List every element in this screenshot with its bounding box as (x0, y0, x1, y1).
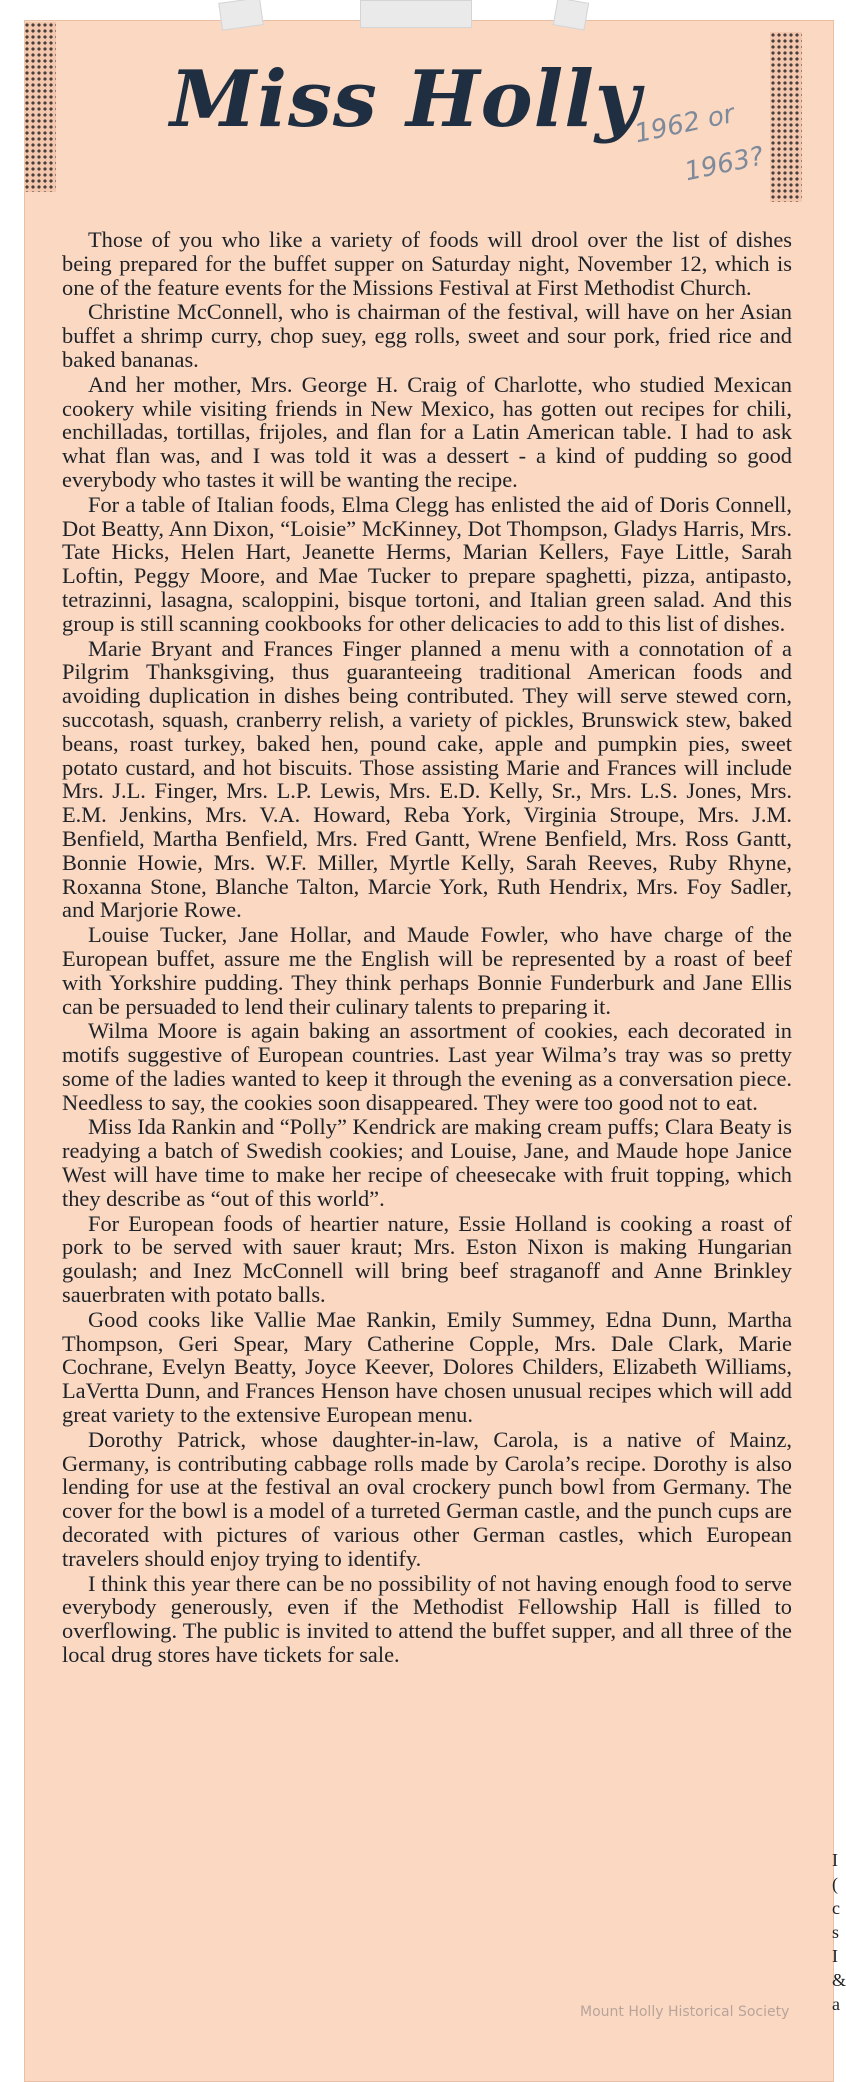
paragraph: And her mother, Mrs. George H. Craig of Charlotte, who studied Mexican cookery while visiting friends in New Mexico, has gotten out recipes for chili, enchilladas, tortillas, frijoles, and flan for a Latin American table. I had to ask what flan was, and I was told it was a dessert - a kind of pudding so good everybody who tastes it will be wanting the recipe. (62, 371, 792, 492)
paragraph: For European foods of heartier nature, Essie Holland is cooking a roast of pork to be served with sauer kraut; Mrs. Eston Nixon is making Hungarian goulash; and Inez McConnell will bring beef straganoff and Anne Brinkley sauerbraten with potato balls. (62, 1210, 792, 1308)
margin-char: & (832, 1970, 846, 1990)
paragraph: Wilma Moore is again baking an assortment of cookies, each decorated in motifs suggestive of European countries. Last year Wilma’s tray was so pretty some of the ladies wanted to keep it through the evening as a conversation piece. Needless to say, the cookies soon disappeared. They were too good not to eat. (62, 1018, 792, 1115)
paragraph: Miss Ida Rankin and “Polly” Kendrick are making cream puffs; Clara Beaty is readying a batch of Swedish cookies; and Louise, Jane, and Maude hope Janice West will have time to make her recipe of cheesecake with fruit topping, which they describe as “out of this world”. (62, 1114, 792, 1211)
article-body (62, 228, 792, 1668)
paragraph: For a table of Italian foods, Elma Clegg has enlisted the aid of Doris Connell, Dot Beatty, Ann Dixon, “Loisie” McKinney, Dot Thompson, Gladys Harris, Mrs. Tate Hicks, Helen Hart, Jeanette Herms, Marian Kellers, Faye Little, Sarah Loftin, Peggy Moore, and Mae Tucker to prepare spaghetti, pizza, antipasto, tetrazinni, lasagna, scaloppini, bisque tortoni, and Italian green salad. And this group is still scanning cookbooks for other delicacies to add to this list of dishes. (62, 491, 792, 636)
handwritten-date-note-2: 1963? (682, 141, 767, 188)
paragraph: I think this year there can be no possibility of not having enough food to serve everybody generously, even if the Methodist Fellowship Hall is filled to overflowing. The public is invited to attend the buffet supper, and all three of the local drug stores have tickets for sale. (62, 1570, 792, 1668)
adjacent-column-fragment (832, 1848, 846, 2016)
tape-strip (553, 0, 589, 31)
margin-char: I (832, 1850, 838, 1870)
paragraph: Good cooks like Vallie Mae Rankin, Emily Summey, Edna Dunn, Martha Thompson, Geri Spear, Mary Catherine Copple, Mrs. Dale Clark, Marie Cochrane, Evelyn Beatty, Joyce Keever, Dolores Childers, Elizabeth Williams, LaVertta Dunn, and Frances Henson have chosen unusual recipes which will add great variety to the extensive European menu. (62, 1306, 792, 1428)
column-title: Miss Holly (170, 54, 642, 145)
handwritten-date-note: 1962 or (632, 98, 738, 150)
paragraph: Dorothy Patrick, whose daughter-in-law, Carola, is a native of Mainz, Germany, is contributing cabbage rolls made by Carola’s recipe. Dorothy is also lending for use at the festival an oval crockery punch bowl from Germany. The cover for the bowl is a model of a turreted German castle, and the punch cups are decorated with pictures of various other German castles, which European travelers should enjoy trying to identify. (62, 1426, 792, 1571)
paragraph: Marie Bryant and Frances Finger planned a menu with a connotation of a Pilgrim Thanksgiving, thus guaranteeing traditional American foods and avoiding duplication in dishes being contributed. They will serve stewed corn, succotash, squash, cranberry relish, a variety of pickles, Brunswick stew, baked beans, roast turkey, baked hen, pound cake, apple and pumpkin pies, sweet potato custard, and hot biscuits. Those assisting Marie and Frances will include Mrs. J.L. Finger, Mrs. L.P. Lewis, Mrs. E.D. Kelly, Sr., Mrs. L.S. Jones, Mrs. E.M. Jenkins, Mrs. V.A. Howard, Reba York, Virginia Stroupe, Mrs. J.M. Benfield, Martha Benfield, Mrs. Fred Gantt, Wrene Benfield, Mrs. Ross Gantt, Bonnie Howie, Mrs. W.F. Miller, Myrtle Kelly, Sarah Reeves, Ruby Rhyne, Roxanna Stone, Blanche Talton, Marcie York, Ruth Hendrix, Mrs. Foy Sadler, and Marjorie Rowe. (62, 635, 792, 923)
watermark: Mount Holly Historical Society (580, 2004, 790, 2020)
margin-char: ( (832, 1874, 838, 1894)
tape-strip (360, 0, 472, 28)
paragraph: Louise Tucker, Jane Hollar, and Maude Fowler, who have charge of the European buffet, assure me the English will be represented by a roast of beef with Yorkshire pudding. They think perhaps Bonnie Funderburk and Jane Ellis can be persuaded to lend their culinary talents to preparing it. (62, 922, 792, 1019)
halftone-border-left (24, 22, 56, 192)
margin-char: s (832, 1922, 840, 1942)
margin-char: I (832, 1946, 838, 1966)
paragraph: Christine McConnell, who is chairman of the festival, will have on her Asian buffet a shrimp curry, chop suey, egg rolls, sweet and sour pork, fried rice and baked bananas. (62, 299, 792, 372)
halftone-border-right (770, 32, 802, 202)
margin-char: a (832, 1994, 840, 2014)
margin-char: c (832, 1898, 840, 1918)
paragraph: Those of you who like a variety of foods will drool over the list of dishes being prepared for the buffet supper on Saturday night, November 12, which is one of the feature events for the Missions Festival at First Methodist Church. (62, 227, 792, 300)
